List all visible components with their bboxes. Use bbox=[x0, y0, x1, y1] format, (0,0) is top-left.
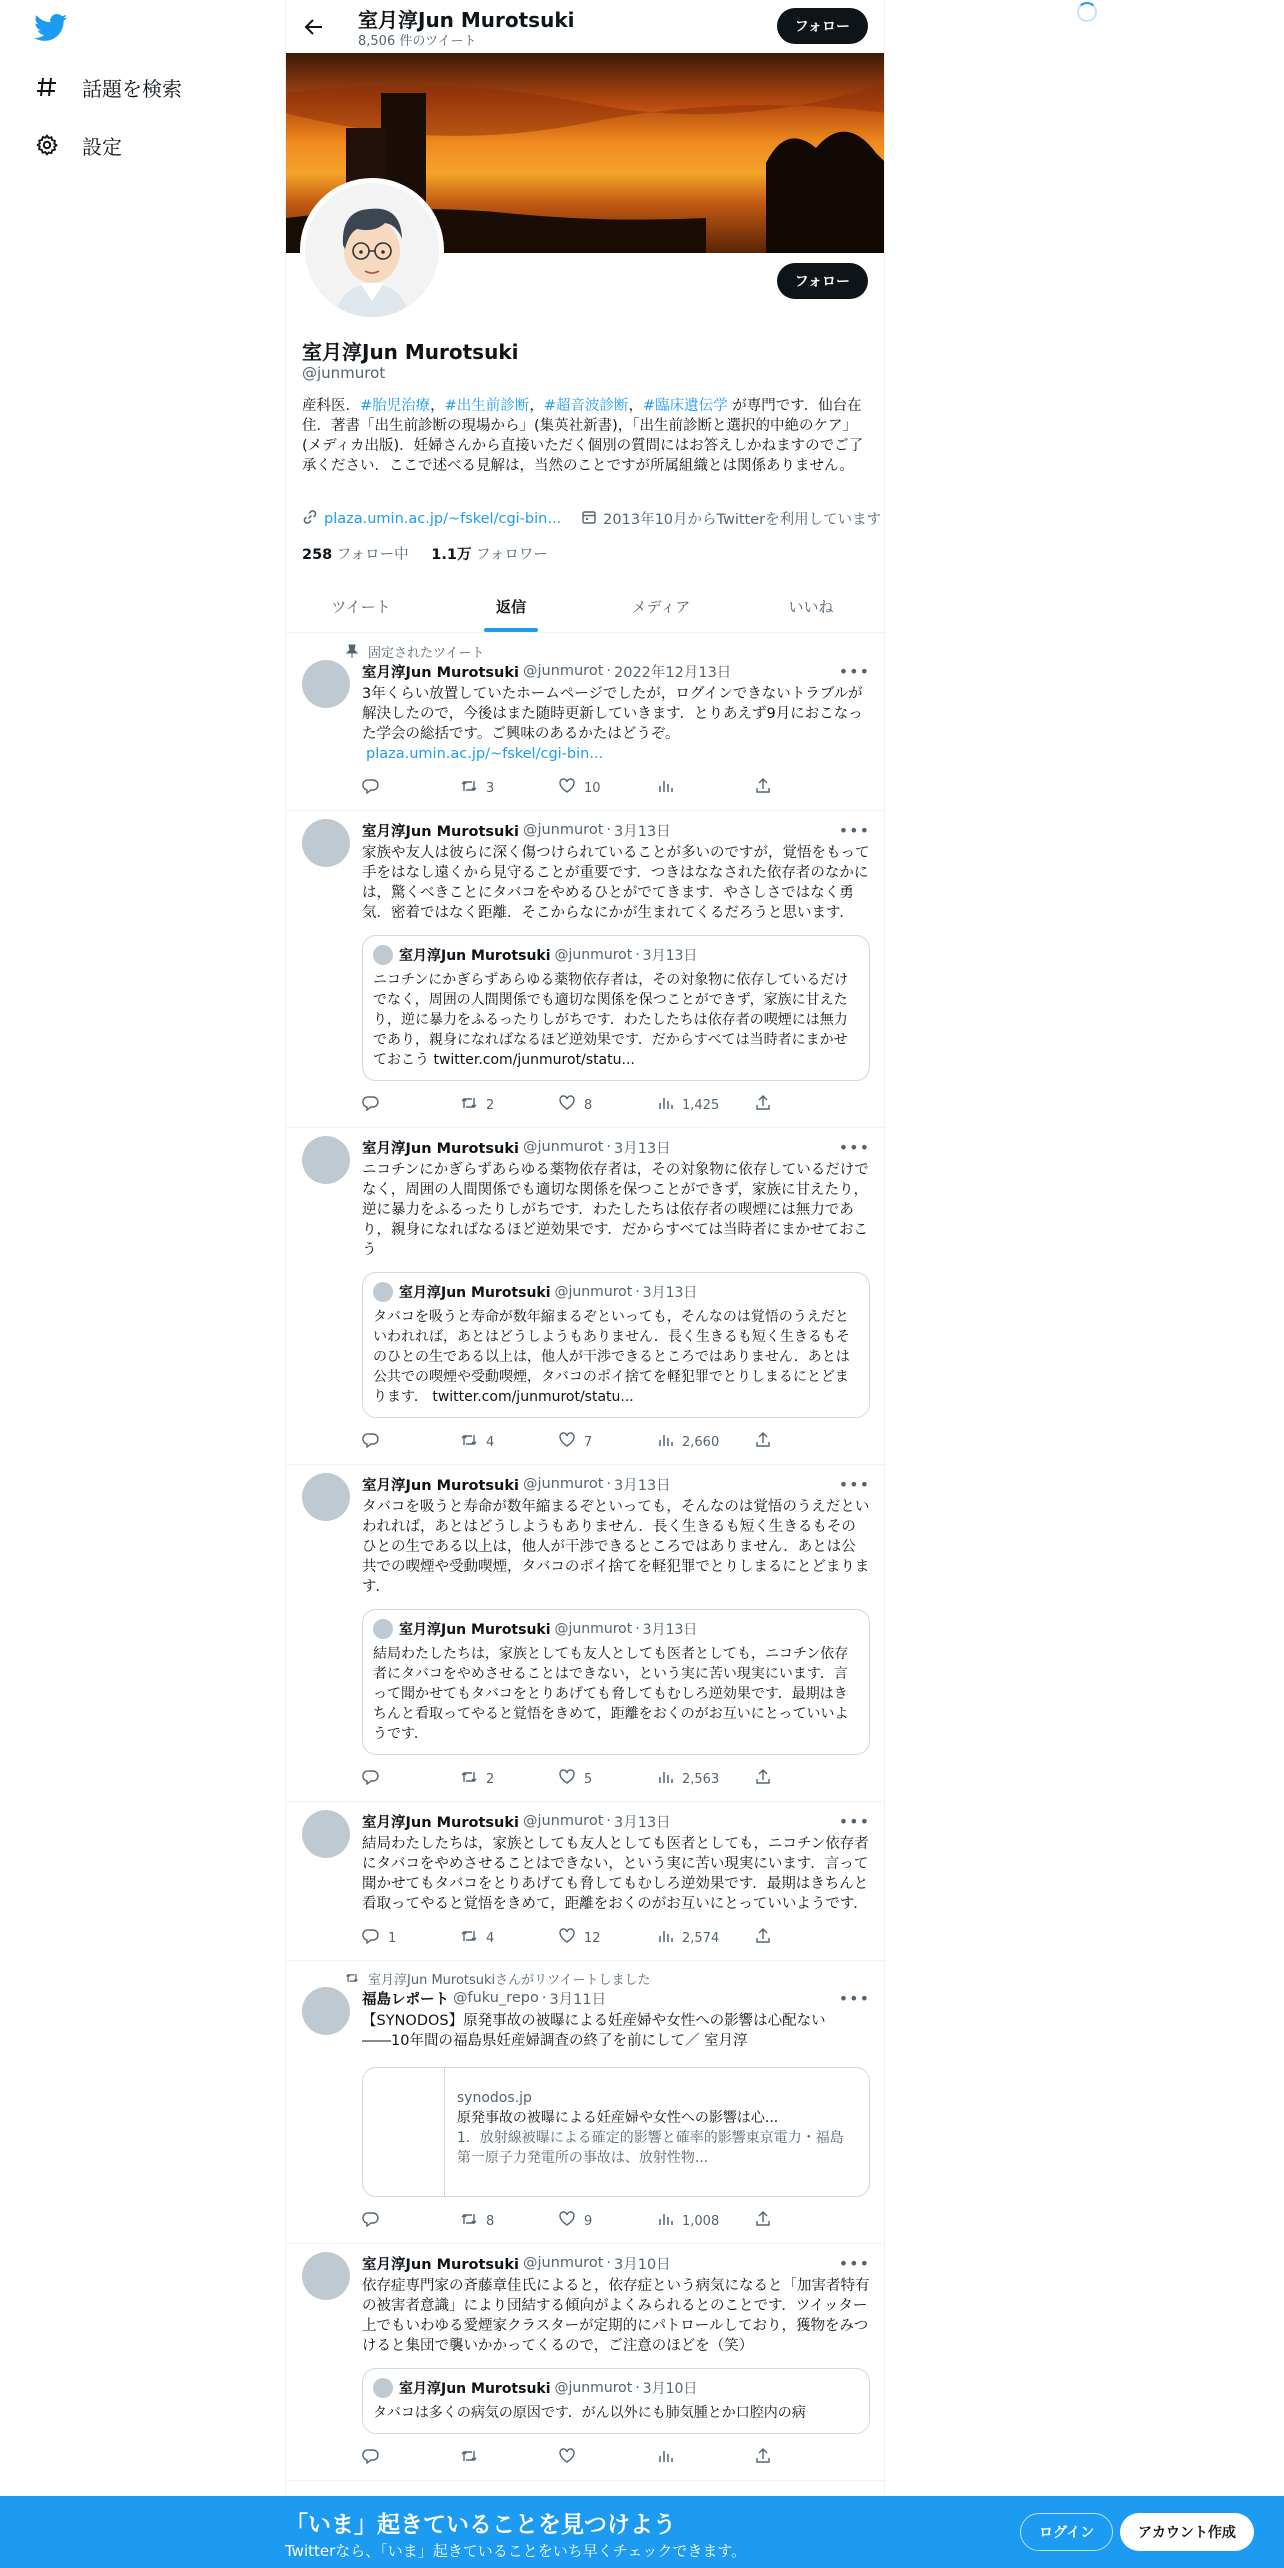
tweet-author-name[interactable]: 福島レポート bbox=[362, 1991, 449, 2008]
tweet-author-name[interactable]: 室月淳Jun Murotsuki bbox=[362, 2256, 519, 2273]
hashtag-link[interactable]: #超音波診断 bbox=[543, 398, 629, 414]
views-button[interactable] bbox=[656, 1431, 754, 1453]
calendar-icon bbox=[581, 509, 597, 529]
analytics-icon bbox=[656, 1768, 674, 1790]
quoted-timestamp: 3月10日 bbox=[642, 2381, 698, 2397]
share-button[interactable] bbox=[754, 1768, 852, 1790]
link-card-thumbnail bbox=[363, 2068, 445, 2196]
main-column bbox=[285, 0, 885, 2568]
separator-dot: · bbox=[606, 1139, 611, 1155]
retweet-icon bbox=[460, 2210, 478, 2232]
tweet-author-name[interactable]: 室月淳Jun Murotsuki bbox=[362, 1477, 519, 1494]
profile-meta bbox=[302, 508, 881, 529]
share-button[interactable] bbox=[754, 1927, 852, 1949]
quoted-tweet-text bbox=[373, 2403, 859, 2423]
more-options-icon[interactable]: ••• bbox=[838, 820, 870, 840]
quoted-avatar bbox=[373, 1282, 393, 1302]
like-button[interactable] bbox=[558, 1927, 656, 1949]
tweet-avatar[interactable] bbox=[302, 1810, 350, 1858]
retweet-button[interactable] bbox=[460, 1431, 558, 1453]
quoted-text: タバコを吸うと寿命が数年縮まるぞといっても，そんなのは覚悟のうえだといわれれば，あとはどうしようもありません．長く生きるも短く生きるもそのひとの生である以上は，他人が干渉できるところではありません．あとは公共での喫煙や受動喫煙，タバコのポイ捨てを軽犯罪でとりしまるにとどまります． bbox=[373, 1309, 850, 1405]
tweet-actions bbox=[362, 1926, 870, 1950]
tweet-author-handle[interactable]: @junmurot bbox=[522, 2255, 604, 2271]
reply-button[interactable] bbox=[362, 2447, 460, 2469]
nav-settings-label: 設定 bbox=[82, 134, 122, 159]
hashtag-icon bbox=[34, 74, 60, 100]
share-icon bbox=[754, 2447, 772, 2469]
separator-dot: · bbox=[635, 1621, 640, 1637]
signup-banner-title: 「いま」起きていることを見つけよう bbox=[285, 2512, 676, 2538]
tweet-author-handle[interactable]: @fuku_repo bbox=[453, 1990, 539, 2006]
profile-name: 室月淳Jun Murotsuki bbox=[302, 340, 519, 364]
tweet-header bbox=[362, 2252, 870, 2274]
separator-dot: · bbox=[606, 1813, 611, 1829]
profile-header-bar bbox=[286, 0, 884, 53]
header-follow-button[interactable]: フォロー bbox=[777, 8, 868, 44]
reply-icon bbox=[362, 2210, 380, 2232]
tweet-actions bbox=[362, 1093, 870, 1117]
bio-prefix: 産科医． bbox=[302, 398, 360, 414]
signup-banner-subtitle: Twitterなら、「いま」起きていることをいち早くチェックできます。 bbox=[285, 2542, 747, 2560]
retweet-icon bbox=[460, 1431, 478, 1453]
separator-dot: · bbox=[635, 2380, 640, 2396]
retweet-icon bbox=[460, 777, 478, 799]
tweet-text: ニコチンにかぎらずあらゆる薬物依存者は，その対象物に依存しているだけでなく，周囲の人間関係でも適切な関係を保つことができず，家族に甘えたり，逆に暴力をふるったりしがちです．わたしたちは依存者の喫煙には無力であり，親身になればなるほど逆効果です．だからすべては当時者にまかせておこう bbox=[362, 1162, 869, 1258]
reply-icon bbox=[362, 2447, 380, 2469]
tweet-actions bbox=[362, 2446, 870, 2470]
signup-banner bbox=[0, 2496, 1284, 2568]
heart-icon bbox=[558, 2447, 576, 2469]
retweet-count: 3 bbox=[486, 780, 495, 796]
quoted-link[interactable]: twitter.com/junmurot/statu... bbox=[432, 1389, 634, 1405]
tab-likes[interactable]: いいね bbox=[788, 597, 834, 616]
quoted-tweet-text bbox=[373, 1644, 859, 1744]
tweet-header bbox=[362, 1810, 870, 1832]
views-count: 2,563 bbox=[682, 1771, 720, 1787]
link-card-body bbox=[445, 2068, 869, 2196]
hashtag-link[interactable]: #臨床遺伝学 bbox=[642, 398, 728, 414]
tweet-text: タバコを吸うと寿命が数年縮まるぞといっても，そんなのは覚悟のうえだといわれれば，あとはどうしようもありません．長く生きるも短く生きるもそのひとの生である以上は，他人が干渉できるところではありません．あとは公共での喫煙や受動喫煙，タバコのポイ捨てを軽犯罪でとりしまるにとどまります． bbox=[362, 1499, 870, 1595]
retweet-button[interactable] bbox=[460, 2210, 558, 2232]
tweet-author-name[interactable]: 室月淳Jun Murotsuki bbox=[362, 1140, 519, 1157]
profile-tabs bbox=[286, 580, 885, 633]
link-card-title: 原発事故の被曝による妊産婦や女性への影響は心... bbox=[456, 2110, 779, 2126]
like-button[interactable] bbox=[558, 2447, 656, 2469]
back-arrow-icon[interactable] bbox=[300, 13, 328, 41]
heart-icon bbox=[558, 1768, 576, 1790]
link-card-domain: synodos.jp bbox=[456, 2090, 532, 2106]
hashtag-link[interactable]: #胎児治療 bbox=[360, 398, 431, 414]
views-count: 1,008 bbox=[682, 2213, 720, 2229]
tweet-author-name[interactable]: 室月淳Jun Murotsuki bbox=[362, 664, 519, 681]
profile-website-link[interactable]: plaza.umin.ac.jp/~fskel/cgi-bin... bbox=[324, 510, 562, 527]
tweet-timestamp[interactable]: 3月13日 bbox=[614, 1140, 671, 1157]
separator-dot: · bbox=[541, 1990, 547, 2006]
tweet-timestamp[interactable]: 2022年12月13日 bbox=[614, 664, 732, 681]
tweet-author-name[interactable]: 室月淳Jun Murotsuki bbox=[362, 823, 519, 840]
separator-dot: · bbox=[635, 947, 640, 963]
quoted-tweet[interactable] bbox=[362, 2368, 870, 2434]
quoted-tweet-header bbox=[373, 2377, 859, 2399]
tweet[interactable] bbox=[286, 1961, 885, 2244]
loading-spinner-icon bbox=[1077, 2, 1097, 22]
profile-stats bbox=[302, 543, 548, 564]
retweet-button[interactable] bbox=[460, 2447, 558, 2469]
reply-button[interactable] bbox=[362, 1094, 460, 1116]
reply-icon bbox=[362, 1927, 380, 1949]
tweet-timestamp[interactable]: 3月10日 bbox=[614, 2256, 671, 2273]
twitter-logo-icon[interactable] bbox=[34, 14, 68, 42]
like-count: 5 bbox=[584, 1771, 593, 1787]
gear-icon bbox=[34, 132, 60, 158]
tweet-actions bbox=[362, 1430, 870, 1454]
views-button[interactable] bbox=[656, 1768, 754, 1790]
more-options-icon[interactable]: ••• bbox=[838, 2253, 870, 2273]
quoted-author-name: 室月淳Jun Murotsuki bbox=[399, 1622, 551, 1638]
bio-rest: が専門です．仙台在住．著書「出生前診断の現場から」(集英社新書)，「出生前診断と選択的中絶のケア」(メディカ出版)．妊婦さんから直接いただく個別の質問にはお答えしかねますのでご了承ください．ここで述べる見解は，当然のことですが所属組織とは関係ありません。 bbox=[302, 398, 864, 474]
retweet-icon bbox=[460, 1927, 478, 1949]
share-icon bbox=[754, 1768, 772, 1790]
like-button[interactable] bbox=[558, 1768, 656, 1790]
followers-label: フォロワー bbox=[476, 547, 548, 563]
quoted-link[interactable]: twitter.com/junmurot/statu... bbox=[433, 1052, 635, 1068]
views-button[interactable] bbox=[656, 1927, 754, 1949]
tweet-link[interactable]: plaza.umin.ac.jp/~fskel/cgi-bin... bbox=[366, 746, 604, 762]
reply-button[interactable] bbox=[362, 1768, 460, 1790]
tweet[interactable] bbox=[286, 1802, 885, 1961]
more-options-icon[interactable]: ••• bbox=[838, 1811, 870, 1831]
share-icon bbox=[754, 2210, 772, 2232]
views-button[interactable] bbox=[656, 2210, 754, 2232]
retweet-icon bbox=[460, 1094, 478, 1116]
followers-link[interactable] bbox=[431, 547, 548, 563]
more-options-icon[interactable]: ••• bbox=[838, 661, 870, 681]
analytics-icon bbox=[656, 2210, 674, 2232]
retweet-button[interactable] bbox=[460, 1094, 558, 1116]
quoted-tweet[interactable] bbox=[362, 1272, 870, 1418]
like-button[interactable] bbox=[558, 1094, 656, 1116]
separator-dot: · bbox=[635, 1284, 640, 1300]
link-icon bbox=[302, 509, 318, 529]
social-context-text: 室月淳Jun Murotsukiさんがリツイートしました bbox=[368, 1972, 651, 1988]
analytics-icon bbox=[656, 1431, 674, 1453]
like-count: 10 bbox=[584, 780, 601, 796]
nav-settings[interactable] bbox=[34, 125, 122, 165]
followers-count: 1.1万 bbox=[431, 547, 472, 563]
like-count: 9 bbox=[584, 2213, 593, 2229]
like-count: 12 bbox=[584, 1930, 601, 1946]
separator-dot: · bbox=[606, 663, 611, 679]
share-button[interactable] bbox=[754, 777, 852, 799]
tweet-feed bbox=[286, 634, 885, 2481]
quoted-timestamp: 3月13日 bbox=[642, 1622, 698, 1638]
following-count: 258 bbox=[302, 547, 333, 563]
header-name: 室月淳Jun Murotsuki bbox=[358, 8, 575, 32]
tweet-actions bbox=[362, 2209, 870, 2233]
retweet-button[interactable] bbox=[460, 1927, 558, 1949]
following-label: フォロー中 bbox=[336, 547, 409, 563]
quoted-author-name: 室月淳Jun Murotsuki bbox=[399, 2381, 551, 2397]
retweet-icon bbox=[460, 2447, 478, 2469]
nav-explore[interactable] bbox=[34, 67, 182, 107]
heart-icon bbox=[558, 777, 576, 799]
profile-handle: @junmurot bbox=[302, 364, 386, 382]
like-button[interactable] bbox=[558, 2210, 656, 2232]
quoted-author-handle: @junmurot bbox=[554, 1284, 633, 1300]
tweet-avatar[interactable] bbox=[302, 1473, 350, 1521]
tweet[interactable] bbox=[286, 1465, 885, 1802]
quoted-tweet[interactable] bbox=[362, 935, 870, 1081]
heart-icon bbox=[558, 1431, 576, 1453]
quoted-author-handle: @junmurot bbox=[554, 947, 633, 963]
tweet[interactable] bbox=[286, 1128, 885, 1465]
tweet-text: 結局わたしたちは，家族としても友人としても医者としても，ニコチン依存者にタバコをやめさせることはできない，という実に苦い現実にいます．言って聞かせてもタバコをとりあげても脅してもむしろ逆効果です．最期はきちんと看取ってやると覚悟をきめて，距離をおくのがお互いにとっていいようです． bbox=[362, 1836, 869, 1912]
profile-joined: 2013年10月からTwitterを利用しています bbox=[603, 512, 882, 528]
tweet-header bbox=[362, 1136, 870, 1158]
analytics-icon bbox=[656, 2447, 674, 2469]
quoted-tweet-header bbox=[373, 1281, 859, 1303]
reply-button[interactable] bbox=[362, 1927, 460, 1949]
separator-dot: · bbox=[606, 1476, 611, 1492]
quoted-text: タバコは多くの病気の原因です．がん以外にも肺気腫とか口腔内の病 bbox=[373, 2405, 806, 2421]
tweet[interactable] bbox=[286, 2244, 885, 2481]
quoted-timestamp: 3月13日 bbox=[642, 948, 698, 964]
like-count: 7 bbox=[584, 1434, 593, 1450]
signup-button[interactable]: アカウント作成 bbox=[1120, 2513, 1254, 2551]
tweet-social-context bbox=[344, 1969, 870, 1987]
quoted-author-handle: @junmurot bbox=[554, 1621, 633, 1637]
tweet-author-handle[interactable]: @junmurot bbox=[522, 822, 604, 838]
profile-follow-button[interactable]: フォロー bbox=[777, 263, 868, 299]
reply-icon bbox=[362, 1768, 380, 1790]
reply-button[interactable] bbox=[362, 777, 460, 799]
tweet-text: 家族や友人は彼らに深く傷つけられていることが多いのですが，覚悟をもって手をはなし遠くから見守ることが重要です．つきはななされた依存者のなかには，驚くべきことにタバコをやめるひとがでてきます．やさしさではなく勇気．密着ではなく距離．そこからなにかが生まれてくるだろうと思います． bbox=[362, 845, 870, 921]
tweet-text: 3年くらい放置していたホームページでしたが，ログインできないトラブルが解決したので，今後はまた随時更新していきます．とりあえず9月におこなった学会の総括です。ご興味のあるかたはどうぞ。 bbox=[362, 686, 863, 742]
pin-icon bbox=[344, 644, 360, 658]
tweet-timestamp[interactable]: 3月11日 bbox=[549, 1991, 607, 2008]
more-options-icon[interactable]: ••• bbox=[838, 1137, 870, 1157]
views-count: 2,660 bbox=[682, 1434, 720, 1450]
bio-separator: ， bbox=[430, 398, 445, 414]
tweet-header bbox=[362, 819, 870, 841]
retweet-count: 4 bbox=[486, 1434, 495, 1450]
profile-bio bbox=[302, 396, 870, 476]
retweet-count: 2 bbox=[486, 1097, 495, 1113]
profile-avatar[interactable] bbox=[300, 178, 444, 322]
tweet-author-handle[interactable]: @junmurot bbox=[522, 663, 604, 679]
tweet-header bbox=[362, 1473, 870, 1495]
share-button[interactable] bbox=[754, 2210, 852, 2232]
share-button[interactable] bbox=[754, 1094, 852, 1116]
reply-icon bbox=[362, 777, 380, 799]
like-count: 8 bbox=[584, 1097, 593, 1113]
heart-icon bbox=[558, 1927, 576, 1949]
tweet-author-handle[interactable]: @junmurot bbox=[522, 1476, 604, 1492]
quoted-author-name: 室月淳Jun Murotsuki bbox=[399, 948, 551, 964]
analytics-icon bbox=[656, 1094, 674, 1116]
share-button[interactable] bbox=[754, 1431, 852, 1453]
reply-icon bbox=[362, 1094, 380, 1116]
views-count: 1,425 bbox=[682, 1097, 720, 1113]
reply-count: 1 bbox=[388, 1930, 397, 1946]
nav-explore-label: 話題を検索 bbox=[82, 76, 182, 101]
reply-button[interactable] bbox=[362, 2210, 460, 2232]
retweet-button[interactable] bbox=[460, 1768, 558, 1790]
views-button[interactable] bbox=[656, 2447, 754, 2469]
tweet-avatar[interactable] bbox=[302, 1987, 350, 2035]
quoted-avatar bbox=[373, 2378, 393, 2398]
tweet-avatar[interactable] bbox=[302, 819, 350, 867]
tweet-header bbox=[362, 660, 870, 682]
tweet[interactable] bbox=[286, 811, 885, 1128]
tweet-avatar[interactable] bbox=[302, 660, 350, 708]
quoted-timestamp: 3月13日 bbox=[642, 1285, 698, 1301]
like-button[interactable] bbox=[558, 777, 656, 799]
tweet-author-handle[interactable]: @junmurot bbox=[522, 1139, 604, 1155]
tab-replies[interactable]: 返信 bbox=[436, 580, 586, 632]
tweet-timestamp[interactable]: 3月13日 bbox=[614, 1814, 671, 1831]
like-button[interactable] bbox=[558, 1431, 656, 1453]
following-link[interactable] bbox=[302, 547, 409, 563]
link-card-description: 1．放射線被曝による確定的影響と確率的影響東京電力・福島第一原子力発電所の事故は、放射性物... bbox=[456, 2130, 844, 2166]
bio-separator: ， bbox=[529, 398, 544, 414]
views-button[interactable] bbox=[656, 1094, 754, 1116]
reply-button[interactable] bbox=[362, 1431, 460, 1453]
quoted-author-name: 室月淳Jun Murotsuki bbox=[399, 1285, 551, 1301]
retweet-count: 4 bbox=[486, 1930, 495, 1946]
quoted-avatar bbox=[373, 1619, 393, 1639]
tweet-avatar[interactable] bbox=[302, 2252, 350, 2300]
quoted-tweet-text bbox=[373, 1307, 859, 1407]
heart-icon bbox=[558, 1094, 576, 1116]
tweet-text: 依存症専門家の斉藤章佳氏によると，依存症という病気になると「加害者特有の被害者意識」により団結する傾向がよくみられるとのことです．ツイッター上でもいわゆる愛煙家クラスターが定期的にパトロールしており，獲物をみつけると集団で襲いかかってくるので，ご注意のほどを（笑） bbox=[362, 2278, 870, 2354]
analytics-icon bbox=[656, 1927, 674, 1949]
retweet-count: 2 bbox=[486, 1771, 495, 1787]
views-count: 2,574 bbox=[682, 1930, 720, 1946]
separator-dot: · bbox=[606, 822, 611, 838]
tab-tweets[interactable]: ツイート bbox=[331, 597, 391, 616]
quoted-tweet-header bbox=[373, 944, 859, 966]
tweet-timestamp[interactable]: 3月13日 bbox=[614, 823, 671, 840]
reply-icon bbox=[362, 1431, 380, 1453]
share-icon bbox=[754, 777, 772, 799]
retweet-count: 8 bbox=[486, 2213, 495, 2229]
tweet[interactable] bbox=[286, 634, 885, 811]
tab-media[interactable]: メディア bbox=[631, 597, 691, 616]
retweet-icon bbox=[460, 1768, 478, 1790]
share-icon bbox=[754, 1927, 772, 1949]
tweet-actions bbox=[362, 1767, 870, 1791]
quoted-text: 結局わたしたちは，家族としても友人としても医者としても，ニコチン依存者にタバコをやめさせることはできない，という実に苦い現実にいます．言って聞かせてもタバコをとりあげても脅してもむしろ逆効果です．最期はきちんと看取ってやると覚悟をきめて，距離をおくのがお互いにとっていいようです． bbox=[373, 1646, 849, 1742]
retweet-indicator-icon bbox=[344, 1971, 360, 1985]
retweet-button[interactable] bbox=[460, 777, 558, 799]
more-options-icon[interactable]: ••• bbox=[838, 1474, 870, 1494]
quoted-tweet[interactable] bbox=[362, 1609, 870, 1755]
social-context-text: 固定されたツイート bbox=[368, 645, 485, 661]
views-button[interactable] bbox=[656, 777, 754, 799]
tweet-timestamp[interactable]: 3月13日 bbox=[614, 1477, 671, 1494]
quoted-tweet-header bbox=[373, 1618, 859, 1640]
quoted-author-handle: @junmurot bbox=[554, 2380, 633, 2396]
tweet-author-handle[interactable]: @junmurot bbox=[522, 1813, 604, 1829]
quoted-avatar bbox=[373, 945, 393, 965]
hashtag-link[interactable]: #出生前診断 bbox=[444, 398, 530, 414]
tweet-author-name[interactable]: 室月淳Jun Murotsuki bbox=[362, 1814, 519, 1831]
separator-dot: · bbox=[606, 2255, 611, 2271]
header-tweet-count: 8,506 件のツイート bbox=[358, 34, 477, 49]
quoted-text: ニコチンにかぎらずあらゆる薬物依存者は，その対象物に依存しているだけでなく，周囲の人間関係でも適切な関係を保つことができず，家族に甘えたり，逆に暴力をふるったりしがちです．わたしたちは依存者の喫煙には無力であり，親身になればなるほど逆効果です．だからすべては当時者にまかせておこう bbox=[373, 972, 849, 1068]
link-card[interactable] bbox=[362, 2067, 870, 2197]
tweet-header bbox=[362, 1987, 870, 2009]
tweet-text: 【SYNODOS】原発事故の被曝による妊産婦や女性への影響は心配ない――10年間の福島県妊産婦調査の終了を前にして／ 室月淳 bbox=[362, 2013, 826, 2049]
login-button[interactable]: ログイン bbox=[1020, 2513, 1113, 2551]
tweet-avatar[interactable] bbox=[302, 1136, 350, 1184]
share-icon bbox=[754, 1094, 772, 1116]
tweet-actions bbox=[362, 776, 870, 800]
tweet-social-context bbox=[344, 642, 870, 660]
quoted-tweet-text bbox=[373, 970, 859, 1070]
heart-icon bbox=[558, 2210, 576, 2232]
share-icon bbox=[754, 1431, 772, 1453]
more-options-icon[interactable]: ••• bbox=[838, 1988, 870, 2008]
analytics-icon bbox=[656, 777, 674, 799]
bio-separator: ， bbox=[628, 398, 643, 414]
share-button[interactable] bbox=[754, 2447, 852, 2469]
